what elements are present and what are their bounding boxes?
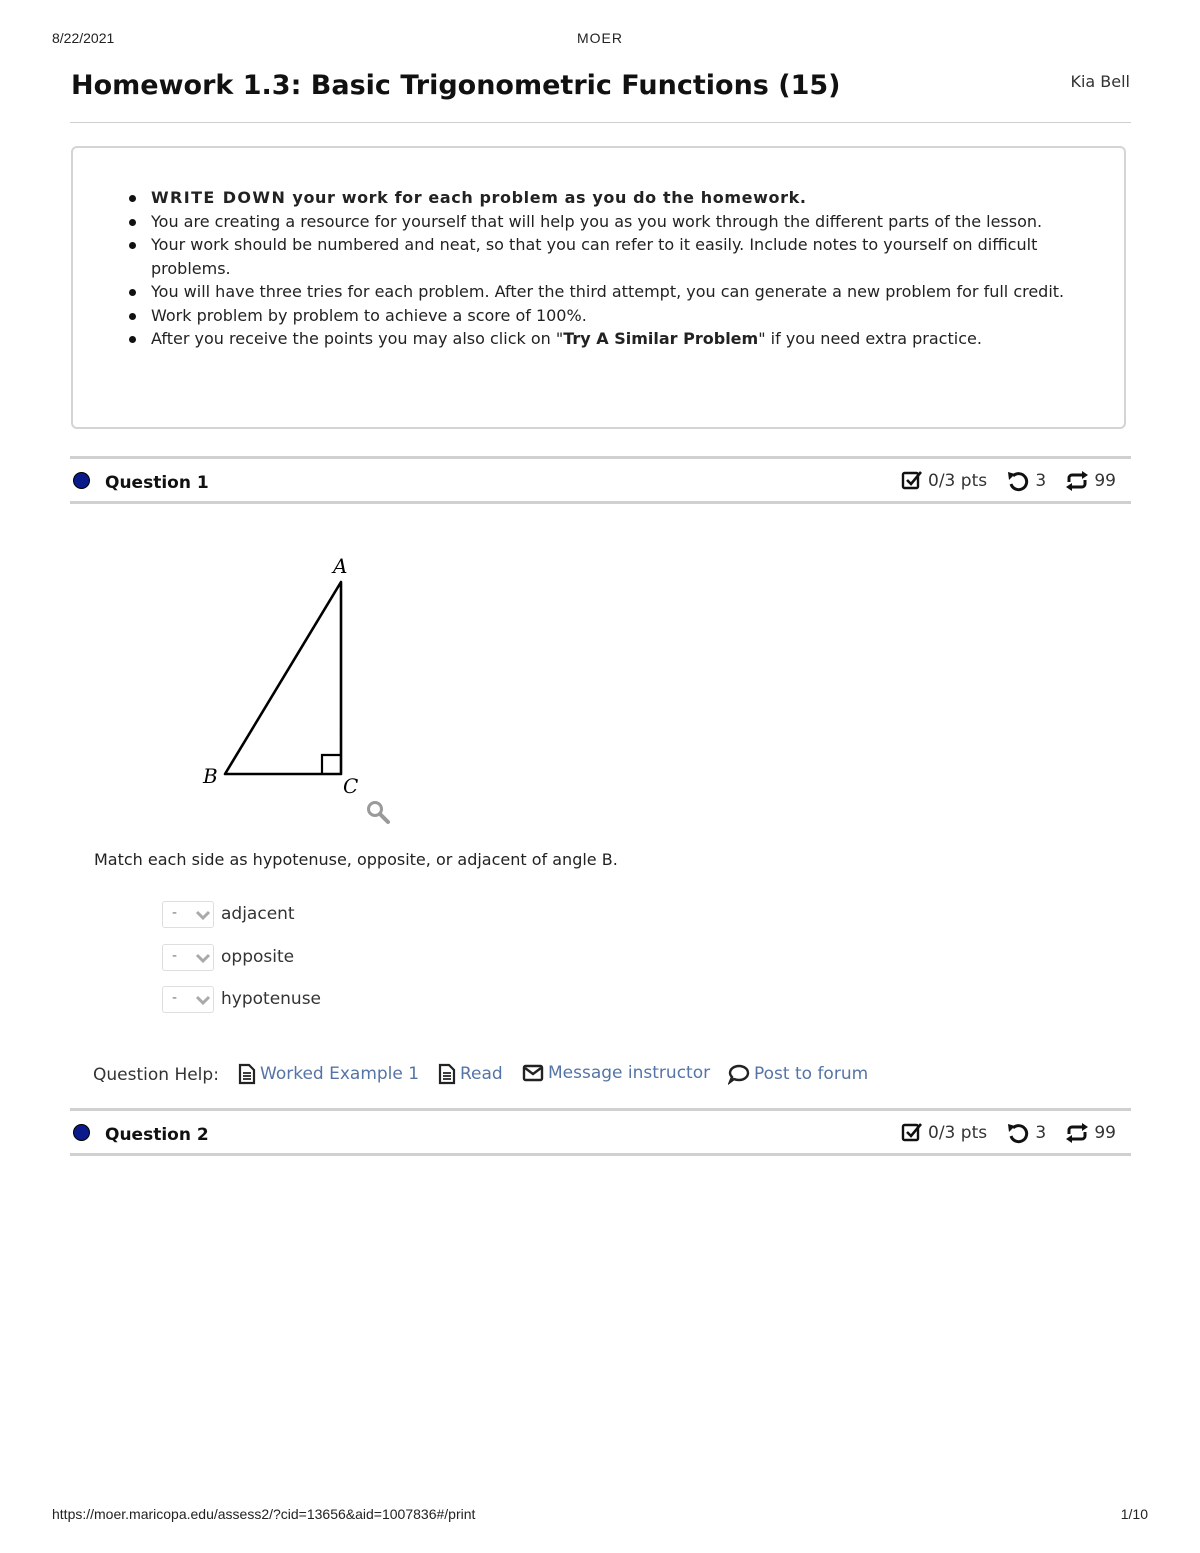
instruction-item: You are creating a resource for yourself that will help you as you work through the different parts of the lesson. xyxy=(127,210,1077,234)
print-url: https://moer.maricopa.edu/assess2/?cid=13656&aid=1007836#/print xyxy=(52,1506,476,1522)
question-title[interactable]: Question 2 xyxy=(105,1125,209,1145)
read-link[interactable] xyxy=(438,1063,503,1085)
user-name: Kia Bell xyxy=(1070,72,1130,91)
worked-example-link[interactable] xyxy=(238,1063,419,1085)
vertex-label-c: C xyxy=(343,774,359,798)
right-triangle-diagram xyxy=(195,550,415,830)
score-text: 0/3 pts xyxy=(928,1123,988,1143)
title-divider xyxy=(70,122,1131,123)
retry-icon xyxy=(1006,470,1030,492)
question-meta xyxy=(901,1122,1116,1146)
instruction-item: Your work should be numbered and neat, so that you can refer to it easily. Include notes to yourself on difficult problems. xyxy=(127,233,1077,280)
instructions-list xyxy=(127,186,1077,351)
versions-text: 99 xyxy=(1094,471,1116,491)
envelope-icon xyxy=(522,1063,544,1083)
instruction-item xyxy=(127,186,1077,210)
document-icon xyxy=(438,1063,456,1085)
read-label: Read xyxy=(460,1064,503,1084)
question-title[interactable]: Question 1 xyxy=(105,473,209,493)
regenerate-icon xyxy=(1065,1122,1089,1144)
match-select[interactable] xyxy=(162,944,214,971)
chevron-down-icon xyxy=(195,952,211,964)
question-status-dot xyxy=(73,472,90,489)
post-to-forum-link[interactable] xyxy=(728,1063,868,1085)
chevron-down-icon xyxy=(195,994,211,1006)
instructions-box xyxy=(71,146,1126,429)
speech-bubble-icon xyxy=(728,1063,750,1085)
zoom-icon[interactable] xyxy=(369,803,389,823)
chevron-down-icon xyxy=(195,909,211,921)
instruction-text: After you receive the points you may also click on " xyxy=(151,329,564,348)
match-select[interactable] xyxy=(162,986,214,1013)
select-value: - xyxy=(172,905,178,921)
message-instructor-label: Message instructor xyxy=(548,1063,711,1083)
question-prompt: Match each side as hypotenuse, opposite, or adjacent of angle B. xyxy=(94,850,618,869)
message-instructor-link[interactable] xyxy=(522,1063,710,1083)
checkbox-score-icon xyxy=(901,470,923,492)
retry-icon xyxy=(1006,1122,1030,1144)
match-label: adjacent xyxy=(221,904,295,924)
instruction-text: " if you need extra practice. xyxy=(758,329,982,348)
attempts-text: 3 xyxy=(1035,1123,1047,1143)
try-similar-problem-emphasis: Try A Similar Problem xyxy=(563,329,759,348)
instruction-emphasis: WRITE DOWN xyxy=(151,188,287,207)
vertex-label-b: B xyxy=(203,764,218,788)
question-meta xyxy=(901,470,1116,494)
select-value: - xyxy=(172,990,178,1006)
print-date: 8/22/2021 xyxy=(52,30,115,46)
instruction-item: Work problem by problem to achieve a score of 100%. xyxy=(127,304,1077,328)
question-1-header[interactable] xyxy=(70,456,1131,504)
question-status-dot xyxy=(73,1124,90,1141)
attempts-text: 3 xyxy=(1035,471,1047,491)
select-value: - xyxy=(172,948,178,964)
instruction-item: You will have three tries for each problem. After the third attempt, you can generate a new problem for full credit. xyxy=(127,280,1077,304)
print-header xyxy=(52,30,1148,48)
versions-text: 99 xyxy=(1094,1123,1116,1143)
instruction-text: your work for each problem as you do the homework. xyxy=(286,188,807,207)
print-footer xyxy=(52,1506,1148,1524)
question-2-header[interactable] xyxy=(70,1108,1131,1156)
triangle-figure xyxy=(195,550,415,830)
worked-example-label: Worked Example 1 xyxy=(260,1064,420,1084)
post-to-forum-label: Post to forum xyxy=(754,1064,869,1084)
print-site-name: MOER xyxy=(577,30,623,46)
regenerate-icon xyxy=(1065,470,1089,492)
score-text: 0/3 pts xyxy=(928,471,988,491)
checkbox-score-icon xyxy=(901,1122,923,1144)
match-select[interactable] xyxy=(162,901,214,928)
assignment-header xyxy=(71,68,1130,108)
question-help-label: Question Help: xyxy=(93,1065,219,1085)
print-page-number: 1/10 xyxy=(1120,1506,1148,1522)
vertex-label-a: A xyxy=(333,554,348,578)
document-icon xyxy=(238,1063,256,1085)
instruction-item xyxy=(127,327,1077,351)
match-label: opposite xyxy=(221,947,295,967)
page-title: Homework 1.3: Basic Trigonometric Functions (15) xyxy=(71,70,841,101)
match-label: hypotenuse xyxy=(221,989,322,1009)
